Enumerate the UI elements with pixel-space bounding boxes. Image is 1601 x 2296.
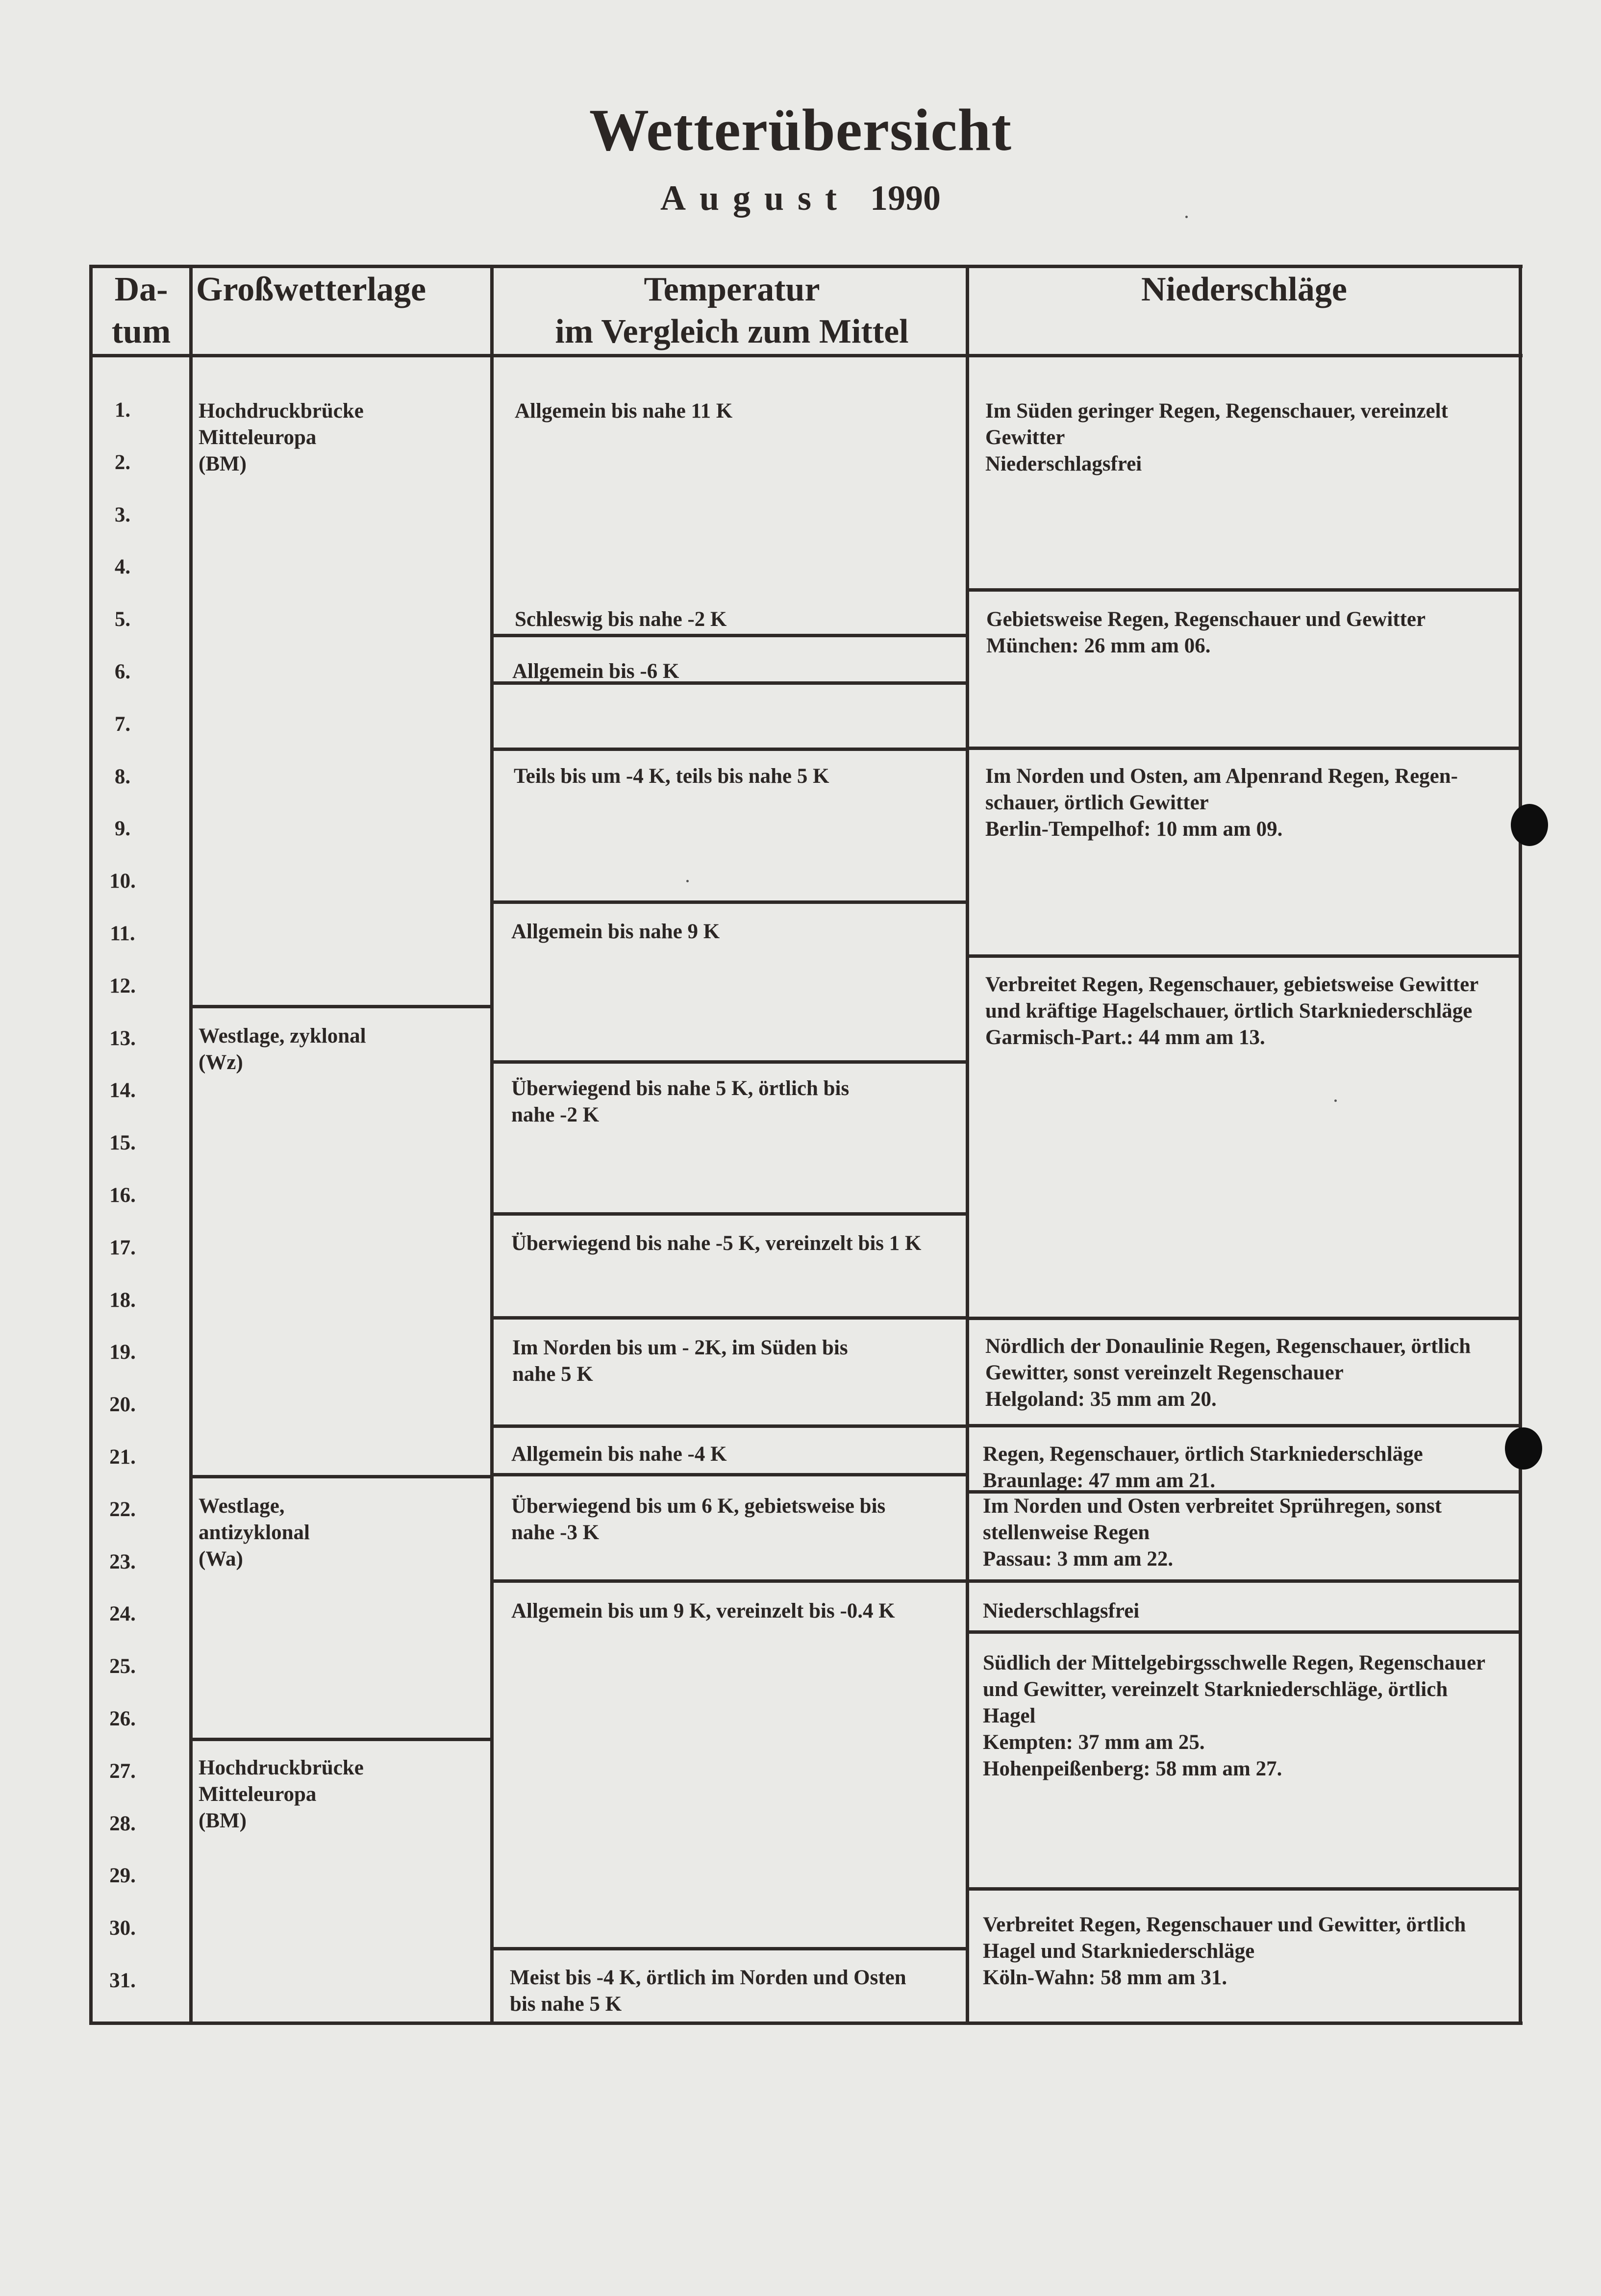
table-bottom-border [89,2021,1523,2025]
paper-speck [1185,216,1188,218]
cell-line: Verbreitet Regen, Regenschauer, gebietsweise Gewitter [985,973,1479,996]
cell-line: Gewitter [985,426,1065,449]
cell-line: Allgemein bis -6 K [512,660,679,683]
day-number: 30. [109,1917,136,1940]
day-number: 10. [109,870,136,893]
table-top-border [89,265,1523,268]
day-number: 18. [109,1289,136,1312]
cell-line: Hochdruckbrücke [199,399,364,423]
punch-hole [1511,804,1548,846]
day-number: 4. [114,555,131,578]
wetterlage-cell [199,398,483,477]
wetterlage-separator [189,1005,490,1008]
day-number: 31. [109,1969,136,1992]
niederschlag-cell [985,1333,1517,1413]
cell-line: stellenweise Regen [983,1521,1150,1544]
niederschlag-separator [966,747,1519,750]
day-number: 17. [109,1236,136,1259]
temperatur-cell [510,1965,961,2018]
cell-line: Westlage, [199,1495,285,1518]
cell-line: Braunlage: 47 mm am 21. [983,1469,1216,1492]
temperatur-cell [511,1493,952,1546]
cell-line: Im Norden bis um - 2K, im Süden bis [512,1336,848,1359]
table-header-divider [89,354,1523,357]
niederschlag-cell [985,398,1515,477]
column-divider-1 [189,265,193,2025]
temperatur-cell [511,1230,962,1257]
day-number: 13. [109,1027,136,1050]
column-divider-2 [490,265,494,2025]
temperatur-separator [490,748,966,751]
punch-hole [1505,1427,1542,1470]
column-divider-3 [966,265,969,2025]
day-number: 26. [109,1707,136,1730]
day-number: 16. [109,1184,136,1207]
paper-speck [1334,1099,1337,1102]
day-number: 5. [114,608,131,631]
niederschlag-separator [966,1317,1519,1320]
cell-line: Verbreitet Regen, Regenschauer und Gewitter, örtlich [983,1913,1466,1936]
cell-line: bis nahe 5 K [510,1993,622,2016]
cell-line: Berlin-Tempelhof: 10 mm am 09. [985,818,1283,841]
cell-line: Meist bis -4 K, örtlich im Norden und Osten [510,1966,906,1989]
cell-line: nahe -2 K [511,1103,600,1126]
day-number: 21. [109,1446,136,1469]
temperatur-separator [490,1212,966,1216]
cell-line: (Wa) [199,1547,243,1571]
wetterlage-cell [199,1023,483,1076]
niederschlag-cell [983,1912,1517,1991]
header-datum-line-1: Da- [114,271,168,308]
day-number: 22. [109,1498,136,1521]
cell-line: Regen, Regenschauer, örtlich Starkniederschläge [983,1443,1423,1466]
day-number: 29. [109,1864,136,1887]
cell-line: und kräftige Hagelschauer, örtlich Starkniederschläge [985,999,1473,1023]
niederschlag-separator [966,1887,1519,1891]
cell-line: Niederschlagsfrei [983,1599,1140,1622]
niederschlag-cell [983,1598,1515,1624]
cell-line: Köln-Wahn: 58 mm am 31. [983,1966,1227,1989]
day-number: 20. [109,1393,136,1416]
cell-line: Hochdruckbrücke [199,1756,364,1779]
day-number: 28. [109,1812,136,1835]
cell-line: Nördlich der Donaulinie Regen, Regenschauer, örtlich [985,1335,1471,1358]
temperatur-cell [511,919,952,945]
niederschlag-cell [985,763,1515,843]
cell-line: Kempten: 37 mm am 25. [983,1731,1205,1754]
niederschlag-cell [985,972,1517,1051]
header-wetterlage: Großwetterlage [196,271,426,308]
header-temperatur [494,269,970,353]
cell-line: Überwiegend bis nahe 5 K, örtlich bis [511,1077,850,1100]
temperatur-cell [511,1075,952,1128]
day-number: 7. [114,713,131,736]
cell-line: und Gewitter, vereinzelt Starkniederschläge, örtlich [983,1678,1448,1701]
cell-line: Überwiegend bis nahe -5 K, vereinzelt bis 1 K [511,1232,922,1255]
cell-line: (Wz) [199,1051,243,1074]
header-niederschlaege: Niederschläge [1141,271,1347,308]
cell-line: schauer, örtlich Gewitter [985,791,1209,814]
cell-line: (BM) [199,452,247,475]
cell-line: Gewitter, sonst vereinzelt Regenschauer [985,1361,1344,1384]
cell-line: Allgemein bis nahe -4 K [511,1443,727,1466]
day-number: 24. [109,1602,136,1625]
subtitle-month: August [660,178,851,218]
cell-line: Passau: 3 mm am 22. [983,1547,1174,1571]
cell-line: Mitteleuropa [199,1783,317,1806]
cell-line: Teils bis um -4 K, teils bis nahe 5 K [514,765,829,788]
cell-line: Niederschlagsfrei [985,452,1142,475]
cell-line: nahe 5 K [512,1363,593,1386]
cell-line: nahe -3 K [511,1521,600,1544]
day-number: 3. [114,503,131,526]
header-temperatur-line-1: Temperatur [644,271,820,308]
niederschlag-cell [983,1650,1517,1782]
temperatur-cell [511,1441,952,1468]
niederschlag-separator [966,954,1519,958]
cell-line: Südlich der Mittelgebirgsschwelle Regen, Regenschauer [983,1651,1486,1674]
cell-line: Helgoland: 35 mm am 20. [985,1388,1217,1411]
wetterlage-separator [189,1738,490,1741]
temperatur-separator [490,900,966,904]
day-number: 1. [114,399,131,422]
header-temperatur-line-2: im Vergleich zum Mittel [555,313,909,350]
header-datum-line-2: tum [111,313,171,350]
day-number: 12. [109,974,136,998]
cell-line: Im Norden und Osten verbreitet Sprühregen, sonst [983,1495,1442,1518]
day-number: 14. [109,1079,136,1102]
day-number: 8. [114,765,131,788]
cell-line: Allgemein bis um 9 K, vereinzelt bis -0.4 K [511,1599,895,1622]
temperatur-cell [515,398,956,424]
cell-line: Hagel [983,1704,1036,1727]
day-number: 25. [109,1655,136,1678]
temperatur-separator [490,1473,966,1476]
cell-line: (BM) [199,1809,247,1832]
cell-line: Überwiegend bis um 6 K, gebietsweise bis [511,1495,886,1518]
cell-line: Garmisch-Part.: 44 mm am 13. [985,1026,1265,1049]
day-number: 27. [109,1760,136,1783]
niederschlag-cell [983,1493,1515,1572]
day-number: 11. [110,922,135,945]
day-number: 2. [114,451,131,474]
temperatur-separator [490,1316,966,1320]
temperatur-separator [490,1060,966,1064]
temperatur-separator [490,634,966,637]
table-left-border [89,265,93,2025]
cell-line: München: 26 mm am 06. [986,634,1211,657]
temperatur-separator [490,1579,966,1583]
day-number: 15. [109,1131,136,1154]
niederschlag-separator [966,1630,1519,1634]
page-title: Wetterübersicht [589,97,1012,163]
temperatur-cell [512,658,953,685]
niederschlag-cell [983,1441,1515,1494]
cell-line: Schleswig bis nahe -2 K [515,608,727,631]
page-subtitle [0,180,1601,216]
temperatur-cell [514,763,955,790]
day-number: 9. [114,817,131,840]
temperatur-separator [490,1947,966,1950]
cell-line: Hohenpeißenberg: 58 mm am 27. [983,1757,1282,1780]
temperatur-cell [512,1335,953,1388]
cell-line: Hagel und Starkniederschläge [983,1940,1255,1963]
cell-line: Allgemein bis nahe 11 K [515,399,733,423]
day-number: 6. [114,660,131,683]
wetterlage-cell [199,1493,483,1572]
day-number: 23. [109,1550,136,1573]
wetterlage-cell [199,1755,483,1834]
subtitle-year: 1990 [870,178,941,218]
temperatur-cell [511,1598,962,1624]
cell-line: antizyklonal [199,1521,310,1544]
niederschlag-separator [966,1424,1519,1427]
cell-line: Allgemein bis nahe 9 K [511,920,720,943]
cell-line: Mitteleuropa [199,426,317,449]
niederschlag-cell [986,606,1516,659]
cell-line: Gebietsweise Regen, Regenschauer und Gewitter [986,608,1426,631]
niederschlag-separator [966,588,1519,592]
cell-line: Im Norden und Osten, am Alpenrand Regen, Regen- [985,765,1458,788]
temperatur-cell [515,606,956,633]
cell-line: Im Süden geringer Regen, Regenschauer, vereinzelt [985,399,1448,423]
cell-line: Westlage, zyklonal [199,1024,366,1048]
paper-speck [686,880,689,882]
temperatur-separator [490,1424,966,1428]
wetterlage-separator [189,1475,490,1478]
niederschlag-separator [966,1579,1519,1583]
header-datum [91,269,192,353]
day-number: 19. [109,1341,136,1364]
table-right-border [1519,265,1522,2025]
